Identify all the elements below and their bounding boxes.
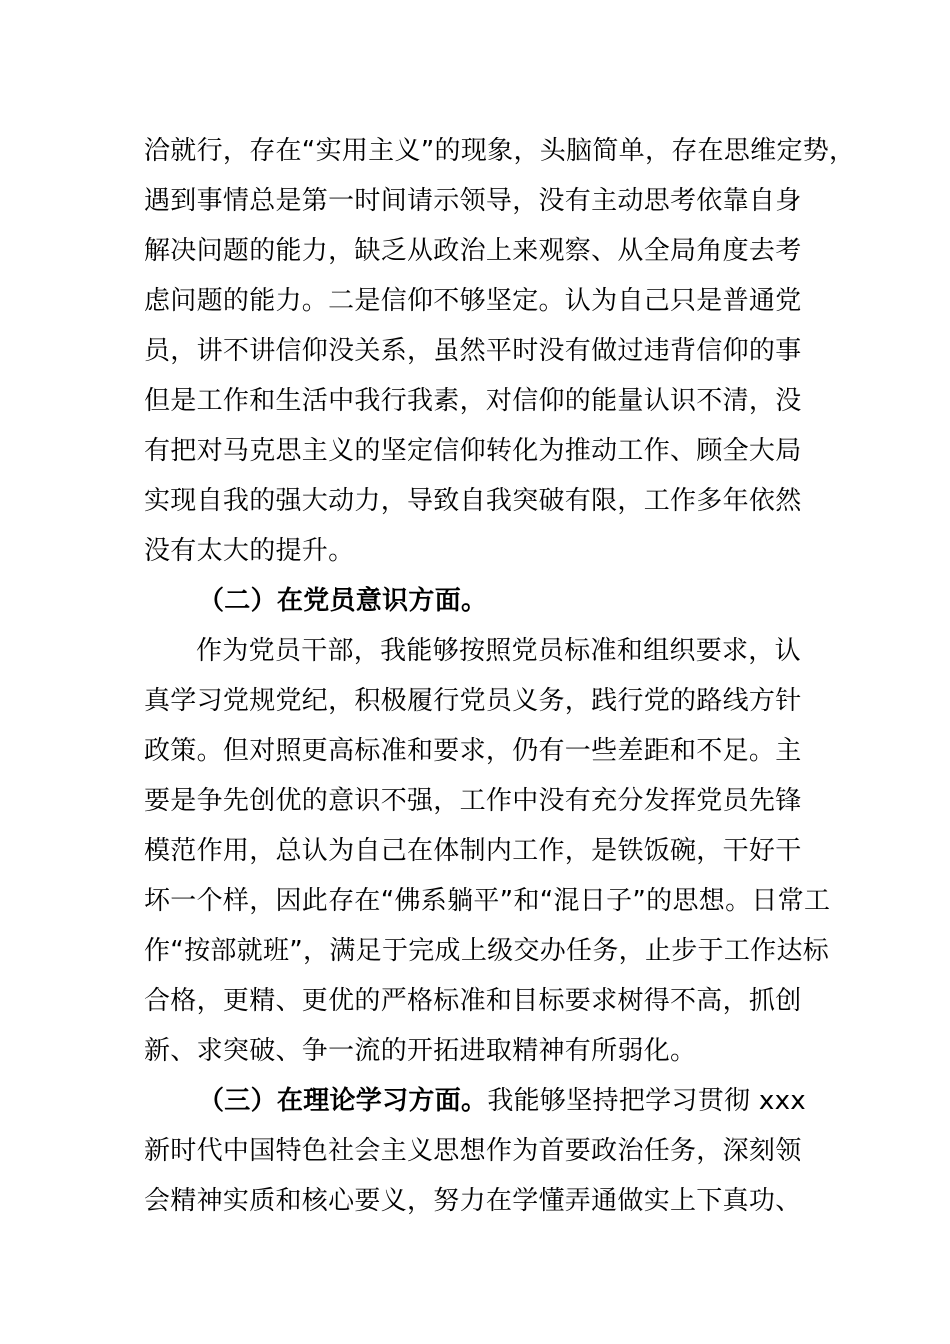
paragraph-line: 虑问题的能力。二是信仰不够坚定。认为自己只是普通党 <box>144 286 802 316</box>
paragraph-line: 但是工作和生活中我行我素，对信仰的能量认识不清，没 <box>144 386 802 416</box>
paragraph-line: 实现自我的强大动力，导致自我突破有限，工作多年依然 <box>144 486 802 516</box>
section-heading: （三）在理论学习方面。 <box>198 1086 488 1116</box>
paragraph-line: 没有太大的提升。 <box>144 536 355 566</box>
paragraph-line: 新、求突破、争一流的开拓进取精神有所弱化。 <box>144 1036 697 1066</box>
paragraph-line: 解决问题的能力，缺乏从政治上来观察、从全局角度去考 <box>144 236 802 266</box>
paragraph-line: 真学习党规党纪，积极履行党员义务，践行党的路线方针 <box>144 686 802 716</box>
heading-trailing-text: 我能够坚持把学习贯彻 xxx <box>487 1086 806 1116</box>
paragraph-line: 会精神实质和核心要义，努力在学懂弄通做实上下真功、 <box>144 1186 802 1216</box>
section-heading: （二）在党员意识方面。 <box>198 586 488 616</box>
paragraph-line: 遇到事情总是第一时间请示领导，没有主动思考依靠自身 <box>144 186 802 216</box>
paragraph-line: 作“按部就班”，满足于完成上级交办任务，止步于工作达标 <box>144 936 830 966</box>
section-heading-line <box>198 1083 806 1119</box>
paragraph-line: 有把对马克思主义的坚定信仰转化为推动工作、顾全大局 <box>144 436 802 466</box>
paragraph-line: 员，讲不讲信仰没关系，虽然平时没有做过违背信仰的事 <box>144 336 802 366</box>
paragraph-line: 模范作用，总认为自己在体制内工作，是铁饭碗，干好干 <box>144 836 802 866</box>
paragraph-line: 坏一个样，因此存在“佛系躺平”和“混日子”的思想。日常工 <box>144 886 831 916</box>
paragraph-line: 合格，更精、更优的严格标准和目标要求树得不高，抓创 <box>144 986 802 1016</box>
paragraph-line: 洽就行，存在“实用主义”的现象，头脑简单，存在思维定势， <box>144 136 856 166</box>
paragraph-line: 新时代中国特色社会主义思想作为首要政治任务，深刻领 <box>144 1136 802 1166</box>
paragraph-line: 要是争先创优的意识不强，工作中没有充分发挥党员先锋 <box>144 786 802 816</box>
paragraph-line: 政策。但对照更高标准和要求，仍有一些差距和不足。主 <box>144 736 802 766</box>
paragraph-line: 作为党员干部，我能够按照党员标准和组织要求，认 <box>196 636 801 666</box>
